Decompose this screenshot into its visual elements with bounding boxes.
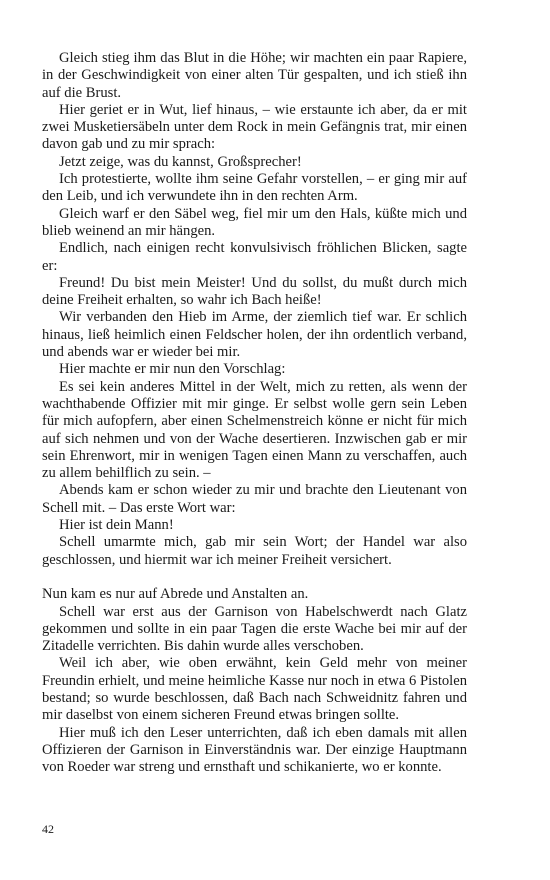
paragraph: Hier ist dein Mann! (59, 517, 174, 534)
paragraph: Hier muß ich den Leser unterrichten, daß ich eben damals mit allen Offizieren der Garnison in Einverständnis war. Der einzige Hauptmann von Roeder war streng und ernsthaft und schikanierte, wo er konnte. (42, 724, 467, 776)
paragraph: Weil ich aber, wie oben erwähnt, kein Geld mehr von meiner Freundin erhielt, und meine heimliche Kasse nur noch in etwa 6 Pistolen bestand; so wurde beschlossen, daß Bach nach Schweidnitz fahren und mir daselbst von einem sicheren Freund etwas bringen sollte. (42, 655, 467, 724)
paragraph: Abends kam er schon wieder zu mir und brachte den Lieutenant von Schell mit. – Das erste Wort war: (42, 482, 467, 516)
paragraph: Gleich warf er den Säbel weg, fiel mir um den Hals, küßte mich und blieb weinend an mir hängen. (42, 205, 467, 239)
paragraph: Ich protestierte, wollte ihm seine Gefahr vorstellen, – er ging mir auf den Leib, und ich verwundete ihn in den rechten Arm. (42, 171, 467, 205)
page-number: 42 (42, 822, 54, 836)
paragraph: Freund! Du bist mein Meister! Und du sollst, du mußt durch mich deine Freiheit erhalten, so wahr ich Bach heiße! (42, 274, 467, 309)
paragraph: Hier geriet er in Wut, lief hinaus, – wie erstaunte ich aber, da er mit zwei Musketiersäbeln unter dem Rock in mein Gefängnis trat, mir einen davon gab und zu mir sprach: (42, 101, 467, 153)
paragraph: Gleich stieg ihm das Blut in die Höhe; wir machten ein paar Rapiere, in der Geschwindigkeit von einer alten Tür gespalten, und ich stieß ihn auf die Brust. (42, 50, 467, 101)
section-opening-paragraph: Nun kam es nur auf Abrede und Anstalten an. (42, 586, 309, 603)
section-break (42, 569, 467, 586)
paragraph: Hier machte er mir nun den Vorschlag: (59, 361, 286, 378)
paragraph: Schell war erst aus der Garnison von Habelschwerdt nach Glatz gekommen und sollte in ein paar Tagen die erste Wache bei mir auf der Zitadelle verrichten. Bis dahin wurde alles verschoben. (42, 603, 467, 655)
paragraph: Wir verbanden den Hieb im Arme, der ziemlich tief war. Er schlich hinaus, ließ heimlich einen Feldscher holen, der ihn ordentlich verband, und abends war er wieder bei mir. (42, 309, 467, 361)
paragraph: Schell umarmte mich, gab mir sein Wort; der Handel war also geschlossen, und hiermit war ich meiner Freiheit versichert. (42, 534, 467, 568)
paragraph: Endlich, nach einigen recht konvulsivisch fröhlichen Blicken, sagte er: (42, 240, 467, 274)
book-page-text (42, 50, 467, 776)
paragraph: Jetzt zeige, was du kannst, Großsprecher! (59, 153, 302, 170)
paragraph: Es sei kein anderes Mittel in der Welt, mich zu retten, als wenn der wachthabende Offizier mit mir ginge. Er selbst wolle gern sein Leben für mich aufopfern, aber einen Schelmenstreich könne er nicht für mich auf sich nehmen und von der Wache desertieren. Inzwischen gab er mir sein Ehrenwort, mir in wenigen Tagen einen Mann zu verschaffen, auch zu allem behilflich zu sein. – (42, 378, 467, 482)
